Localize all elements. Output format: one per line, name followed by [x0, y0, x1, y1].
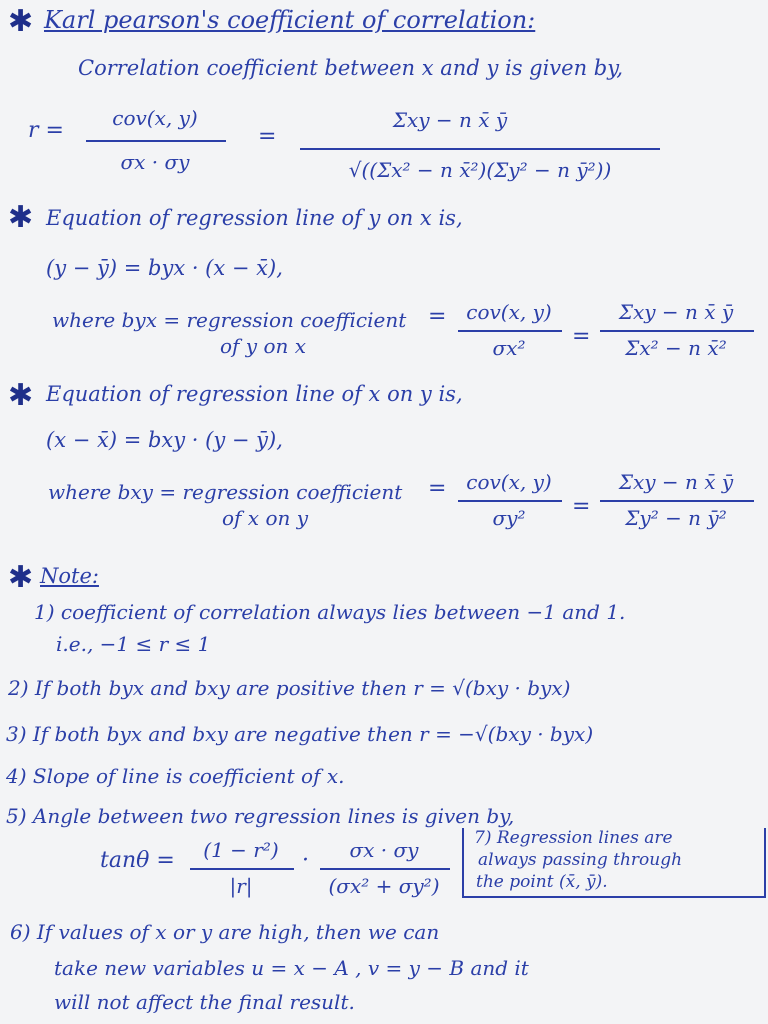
reg-yx-where: where byx = regression coefficient: [52, 308, 407, 332]
reg-yx-equation: (y − ȳ) = byx · (x − x̄),: [46, 256, 283, 280]
reg-xy-heading: Equation of regression line of x on y is,: [46, 382, 463, 406]
note-5: 5) Angle between two regression lines is given by,: [6, 804, 515, 828]
reg-xy-eq1: =: [428, 476, 447, 501]
page-title: Karl pearson's coefficient of correlation:: [44, 6, 536, 34]
reg-yx-num2: Σxy − n x̄ ȳ: [618, 300, 734, 324]
tan-num1: (1 − r²): [203, 838, 279, 862]
fraction-bar: [190, 868, 294, 870]
note-4: 4) Slope of line is coefficient of x.: [6, 764, 345, 788]
tan-den2: (σx² + σy²): [328, 874, 440, 898]
fraction-bar: [86, 140, 226, 142]
reg-yx-eq1: =: [428, 304, 447, 329]
fraction-bar: [600, 330, 754, 332]
r-den2: √((Σx² − n x̄²)(Σy² − n ȳ²)): [348, 158, 612, 182]
r-eq: =: [258, 124, 277, 149]
reg-yx-heading: Equation of regression line of y on x is,: [46, 206, 463, 230]
reg-xy-den2: Σy² − n ȳ²: [625, 506, 727, 530]
reg-xy-where2: of x on y: [222, 506, 309, 530]
reg-xy-num1: cov(x, y): [466, 470, 552, 494]
note-3: 3) If both byx and bxy are negative then r = −√(bxy · byx): [6, 722, 594, 746]
r-num2: Σxy − n x̄ ȳ: [392, 108, 508, 132]
note-6c: will not affect the final result.: [54, 990, 355, 1014]
bullet-star-icon: ✱: [8, 378, 34, 413]
note-6b: take new variables u = x − A , v = y − B and it: [54, 956, 529, 980]
reg-yx-num1: cov(x, y): [466, 300, 552, 324]
note-7c: the point (x̄, ȳ).: [476, 872, 608, 892]
fraction-bar: [458, 330, 562, 332]
reg-xy-where: where bxy = regression coefficient: [48, 480, 403, 504]
tan-den1: |r|: [229, 874, 253, 898]
reg-xy-den1: σy²: [492, 506, 526, 530]
note-7a: 7) Regression lines are: [474, 828, 673, 848]
reg-xy-eq2: =: [572, 494, 591, 519]
fraction-bar: [300, 148, 660, 150]
fraction-bar: [458, 500, 562, 502]
tan-dot: ·: [302, 848, 309, 873]
note-heading: Note:: [40, 564, 99, 588]
note-2: 2) If both byx and bxy are positive then r = √(bxy · byx): [8, 676, 571, 700]
reg-yx-den1: σx²: [492, 336, 526, 360]
tan-num2: σx · σy: [349, 838, 419, 862]
r-num1: cov(x, y): [112, 106, 198, 130]
fraction-bar: [600, 500, 754, 502]
reg-yx-eq2: =: [572, 324, 591, 349]
r-lhs: r =: [28, 118, 64, 143]
reg-xy-num2: Σxy − n x̄ ȳ: [618, 470, 734, 494]
note-7b: always passing through: [478, 850, 683, 870]
r-den1: σx · σy: [120, 150, 190, 174]
tan-lhs: tanθ =: [100, 848, 175, 873]
reg-xy-equation: (x − x̄) = bxy · (y − ȳ),: [46, 428, 283, 452]
reg-yx-den2: Σx² − n x̄²: [625, 336, 727, 360]
note-1a: 1) coefficient of correlation always lies between −1 and 1.: [34, 600, 626, 624]
note-1b: i.e., −1 ≤ r ≤ 1: [56, 632, 211, 656]
bullet-star-icon: ✱: [8, 200, 34, 235]
bullet-star-icon: ✱: [8, 4, 34, 39]
bullet-star-icon: ✱: [8, 560, 34, 595]
intro-text: Correlation coefficient between x and y is given by,: [78, 56, 623, 80]
note-6a: 6) If values of x or y are high, then we can: [10, 920, 440, 944]
reg-yx-where2: of y on x: [220, 334, 307, 358]
fraction-bar: [320, 868, 450, 870]
